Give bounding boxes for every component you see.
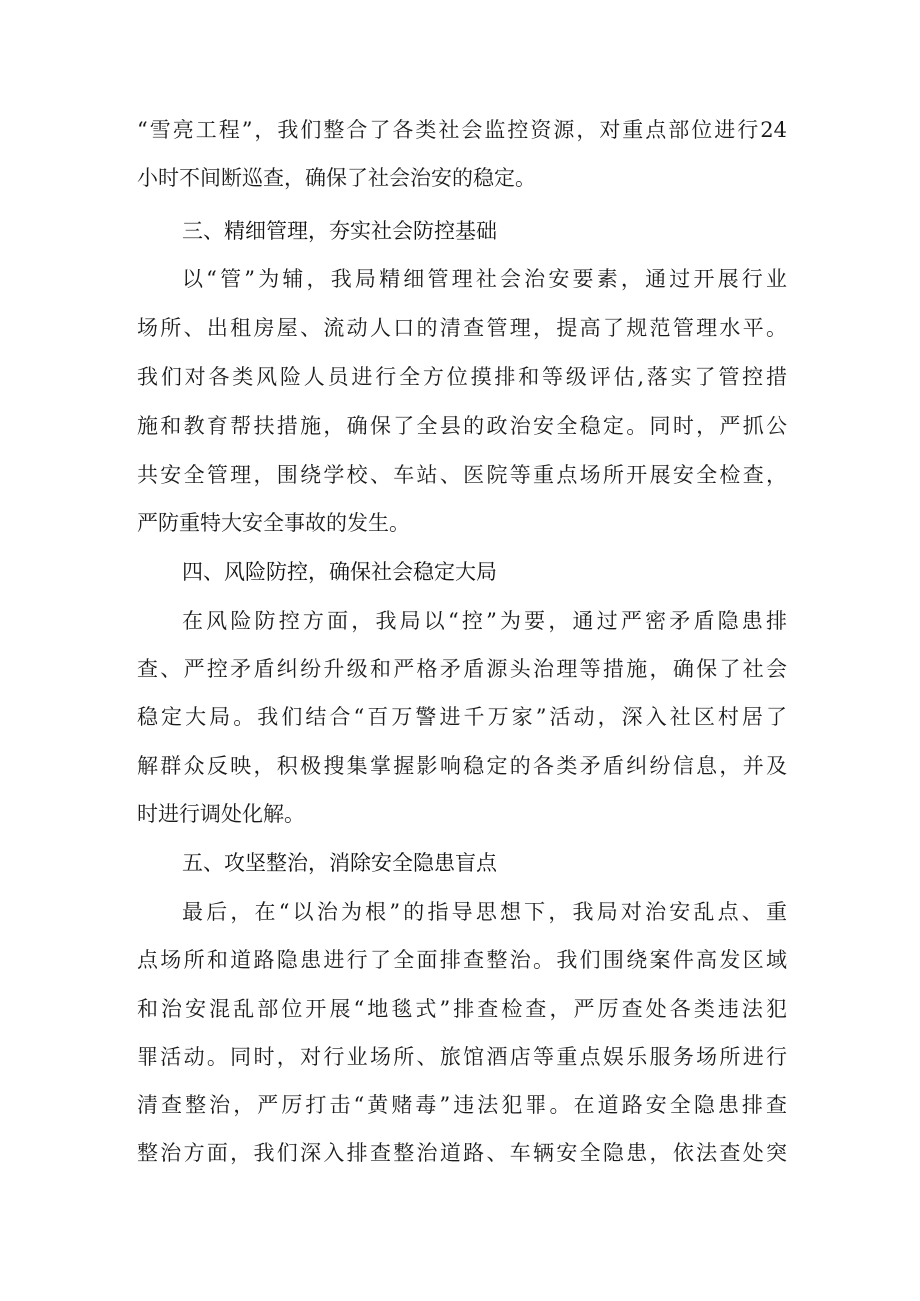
paragraph-line: 最后，在“以治为根”的指导思想下，我局对治安乱点、重 [182,900,787,924]
paragraph-line: 整治方面，我们深入排查整治道路、车辆安全隐患，依法查处突 [137,1141,787,1165]
paragraph-line: 小时不间断巡查，确保了社会治安的稳定。 [137,166,536,190]
section-heading: 五、攻坚整治，消除安全隐患盲点 [182,851,497,875]
paragraph-line: 查、严控矛盾纠纷升级和严格矛盾源头治理等措施，确保了社会 [137,657,787,681]
paragraph-line: 在风险防控方面，我局以“控”为要，通过严密矛盾隐患排 [182,609,787,633]
paragraph-line: 和治安混乱部位开展“地毯式”排查检查，严厉查处各类违法犯 [137,997,787,1021]
paragraph-line: 施和教育帮扶措施，确保了全县的政治安全稳定。同时，严抓公 [137,414,787,438]
paragraph-line: 稳定大局。我们结合“百万警进千万家”活动，深入社区村居了 [137,705,787,729]
paragraph-line: 共安全管理，围绕学校、车站、医院等重点场所开展安全检查， [137,463,787,487]
section-heading: 三、精细管理，夯实社会防控基础 [182,219,497,243]
paragraph-line: 以“管”为辅，我局精细管理社会治安要素，通过开展行业 [182,267,787,291]
paragraph-line: 点场所和道路隐患进行了全面排查整治。我们围绕案件高发区域 [137,948,787,972]
paragraph-line: 严防重特大安全事故的发生。 [137,511,410,535]
paragraph-line: “雪亮工程”，我们整合了各类社会监控资源，对重点部位进行24 [137,118,787,142]
paragraph-line: 我们对各类风险人员进行全方位摸排和等级评估,落实了管控措 [137,365,787,389]
paragraph-line: 场所、出租房屋、流动人口的清查管理，提高了规范管理水平。 [137,316,787,340]
paragraph-line: 罪活动。同时，对行业场所、旅馆酒店等重点娱乐服务场所进行 [137,1045,787,1069]
paragraph-line: 清查整治，严厉打击“黄赌毒”违法犯罪。在道路安全隐患排查 [137,1093,787,1117]
paragraph-line: 时进行调处化解。 [137,802,305,826]
paragraph-line: 解群众反映，积极搜集掌握影响稳定的各类矛盾纠纷信息，并及 [137,754,787,778]
section-heading: 四、风险防控，确保社会稳定大局 [182,560,497,584]
